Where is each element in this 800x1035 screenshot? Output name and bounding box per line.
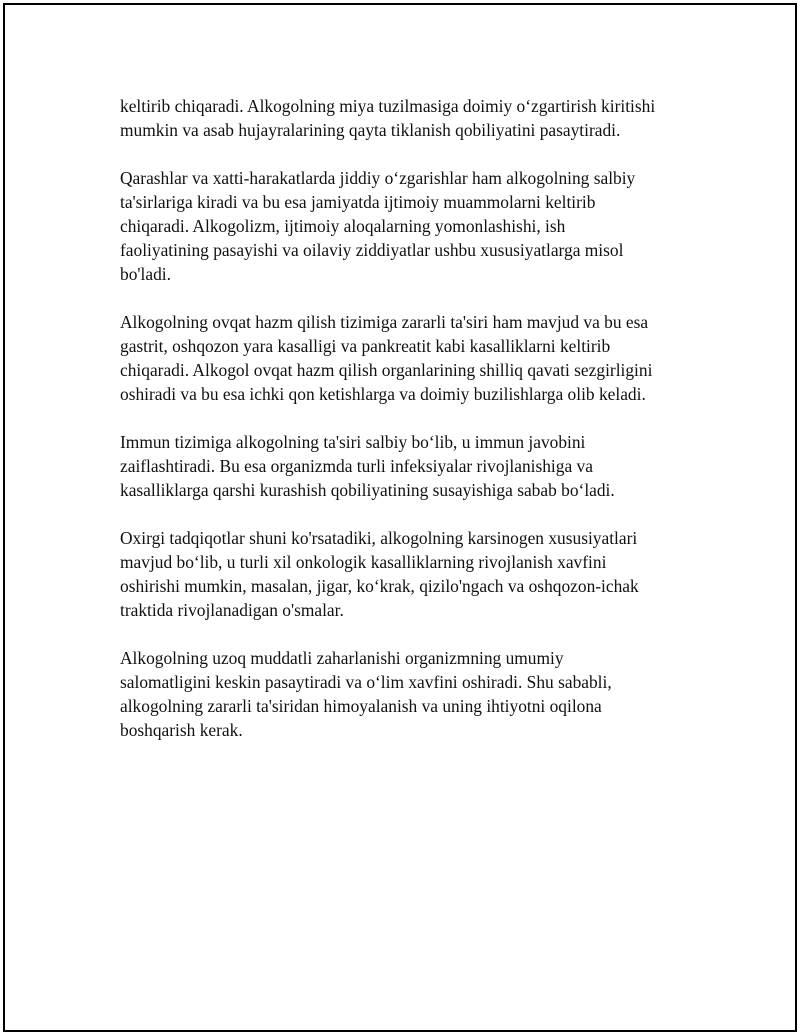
text-line: zaiflashtiradi. Bu esa organizmda turli infeksiyalar rivojlanishiga va [120,456,593,476]
text-line: boshqarish kerak. [120,720,243,740]
paragraph-1 [120,94,695,142]
text-line: Qarashlar va xatti-harakatlarda jiddiy o‘zgarishlar ham alkogolning salbiy [120,168,636,188]
document-page [3,3,797,1032]
text-line: bo'ladi. [120,264,171,284]
text-line: ta'sirlariga kiradi va bu esa jamiyatda ijtimoiy muammolarni keltirib [120,192,596,212]
text-line: Oxirgi tadqiqotlar shuni ko'rsatadiki, alkogolning karsinogen xususiyatlari [120,528,638,548]
document-body [120,94,695,766]
text-line: keltirib chiqaradi. Alkogolning miya tuzilmasiga doimiy o‘zgartirish kiritishi [120,96,656,116]
paragraph-5 [120,526,695,622]
text-line: Immun tizimiga alkogolning ta'siri salbiy bo‘lib, u immun javobini [120,432,586,452]
text-line: mumkin va asab hujayralarining qayta tiklanish qobiliyatini pasaytiradi. [120,120,621,140]
text-line: mavjud bo‘lib, u turli xil onkologik kasalliklarning rivojlanish xavfini [120,552,607,572]
text-line: salomatligini keskin pasaytiradi va o‘lim xavfini oshiradi. Shu sababli, [120,672,612,692]
text-line: Alkogolning uzoq muddatli zaharlanishi organizmning umumiy [120,648,564,668]
text-line: oshirishi mumkin, masalan, jigar, ko‘krak, qizilo'ngach va oshqozon-ichak [120,576,639,596]
text-line: chiqaradi. Alkogol ovqat hazm qilish organlarining shilliq qavati sezgirligini [120,360,653,380]
text-line: alkogolning zararli ta'siridan himoyalanish va uning ihtiyotni oqilona [120,696,602,716]
text-line: gastrit, oshqozon yara kasalligi va pankreatit kabi kasalliklarni keltirib [120,336,611,356]
text-line: Alkogolning ovqat hazm qilish tizimiga zararli ta'siri ham mavjud va bu esa [120,312,649,332]
paragraph-3 [120,310,695,406]
text-line: faoliyatining pasayishi va oilaviy ziddiyatlar ushbu xususiyatlarga misol [120,240,624,260]
paragraph-4 [120,430,695,502]
text-line: traktida rivojlanadigan o'smalar. [120,600,344,620]
text-line: oshiradi va bu esa ichki qon ketishlarga va doimiy buzilishlarga olib keladi. [120,384,646,404]
text-line: chiqaradi. Alkogolizm, ijtimoiy aloqalarning yomonlashishi, ish [120,216,566,236]
text-line: kasalliklarga qarshi kurashish qobiliyatining susayishiga sabab bo‘ladi. [120,480,615,500]
paragraph-6 [120,646,695,742]
paragraph-2 [120,166,695,286]
